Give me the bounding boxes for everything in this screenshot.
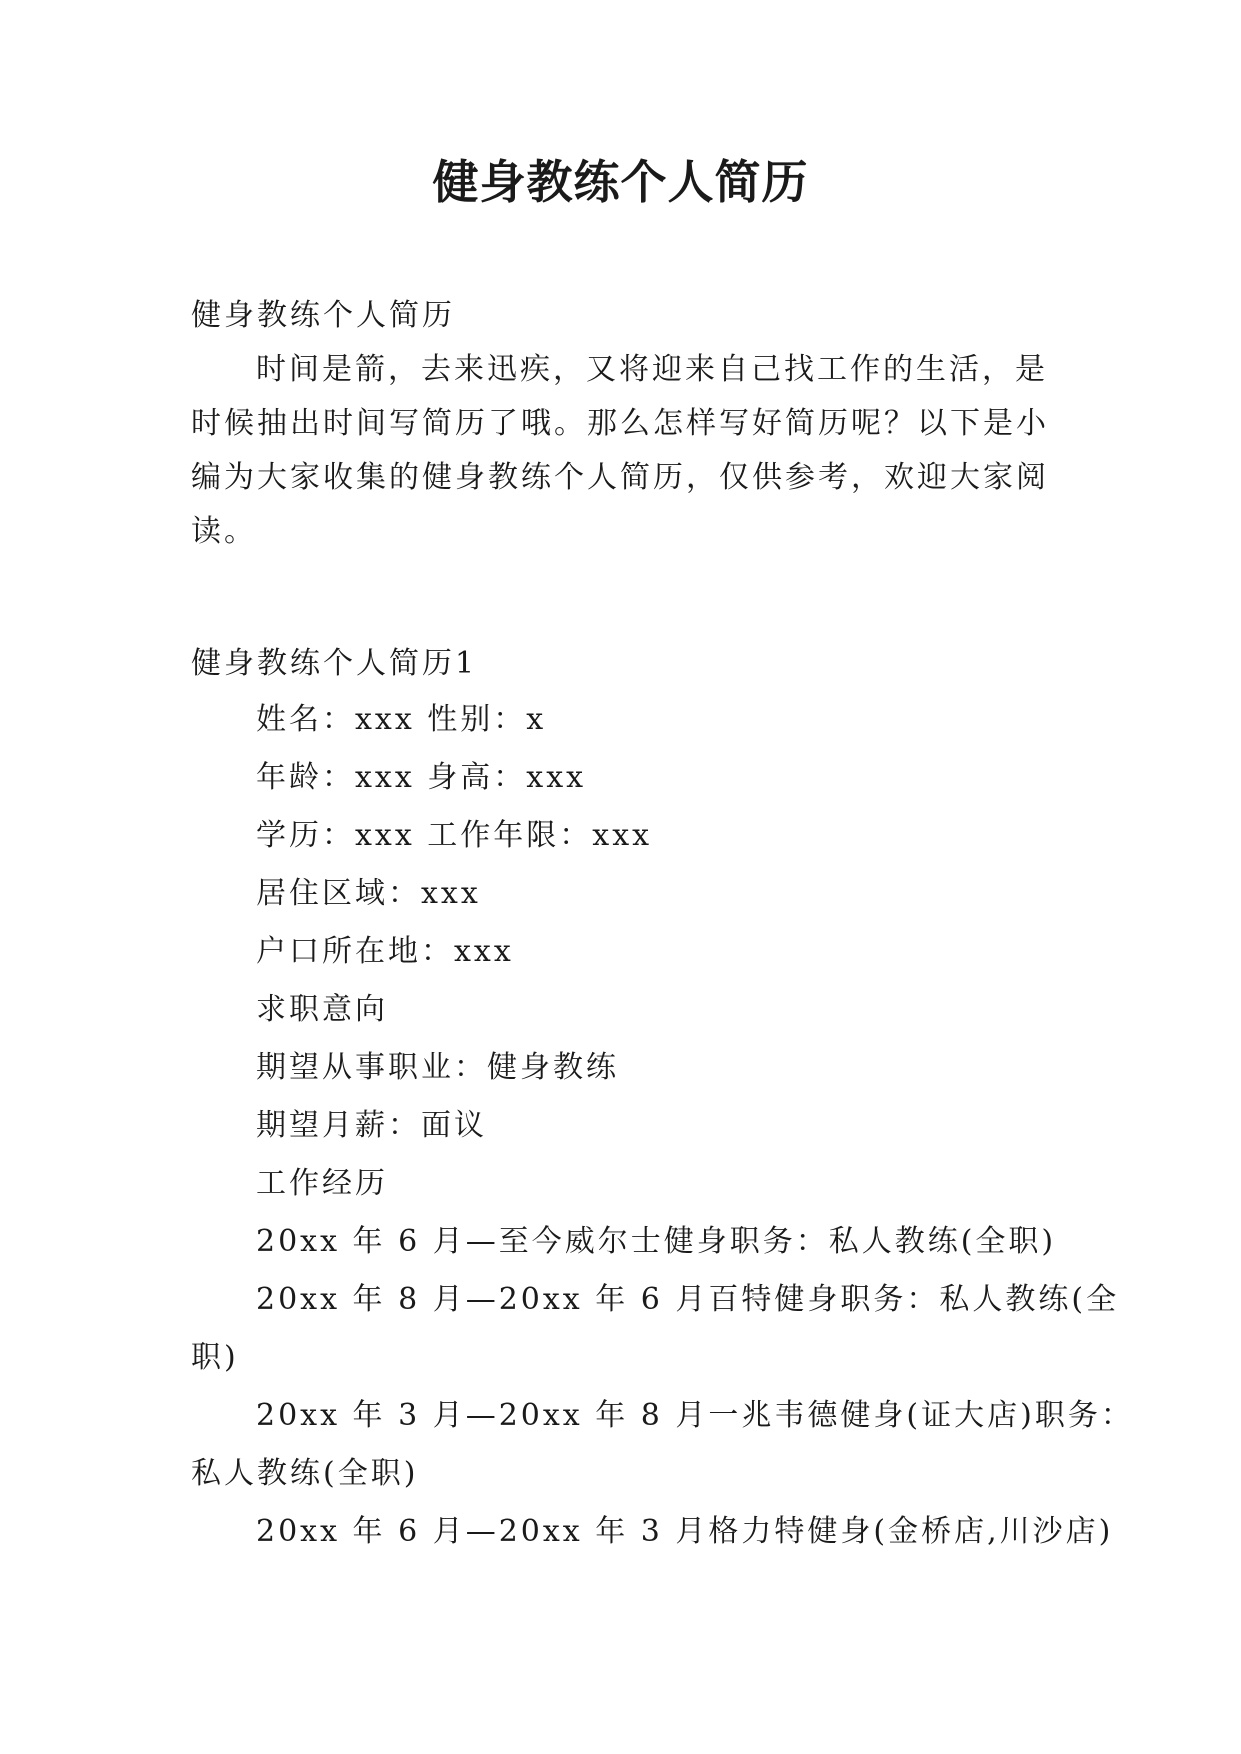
work-line: 职) — [191, 1340, 239, 1375]
work-line: 20xx 年 6 月—20xx 年 3 月格力特健身(金桥店,川沙店) — [256, 1514, 1114, 1549]
work-line: 20xx 年 3 月—20xx 年 8 月一兆韦德健身(证大店)职务： — [256, 1398, 1134, 1433]
age-height-line: 年龄：xxx 身高：xxx — [256, 760, 587, 795]
work-line: 20xx 年 6 月—至今威尔士健身职务：私人教练(全职) — [256, 1224, 1057, 1259]
residence-line: 居住区域：xxx — [256, 876, 481, 911]
name-gender-line: 姓名：xxx 性别：x — [256, 702, 547, 737]
intro-line: 读。 — [191, 514, 257, 549]
hukou-line: 户口所在地：xxx — [256, 934, 514, 969]
work-line: 私人教练(全职) — [191, 1456, 419, 1491]
intro-line: 编为大家收集的健身教练个人简历，仅供参考，欢迎大家阅 — [191, 460, 1049, 495]
work-history-heading: 工作经历 — [256, 1166, 388, 1201]
resume-heading: 健身教练个人简历1 — [191, 646, 478, 681]
intro-line: 时候抽出时间写简历了哦。那么怎样写好简历呢？以下是小 — [191, 406, 1049, 441]
expected-salary-line: 期望月薪：面议 — [256, 1108, 487, 1143]
document-title: 健身教练个人简历 — [432, 155, 809, 209]
intro-line: 时间是箭，去来迅疾，又将迎来自己找工作的生活，是 — [256, 352, 1048, 387]
intro-heading: 健身教练个人简历 — [191, 298, 455, 333]
education-years-line: 学历：xxx 工作年限：xxx — [256, 818, 653, 853]
work-line: 20xx 年 8 月—20xx 年 6 月百特健身职务：私人教练(全 — [256, 1282, 1120, 1317]
expected-job-line: 期望从事职业：健身教练 — [256, 1050, 619, 1085]
job-intention-heading: 求职意向 — [256, 992, 388, 1027]
